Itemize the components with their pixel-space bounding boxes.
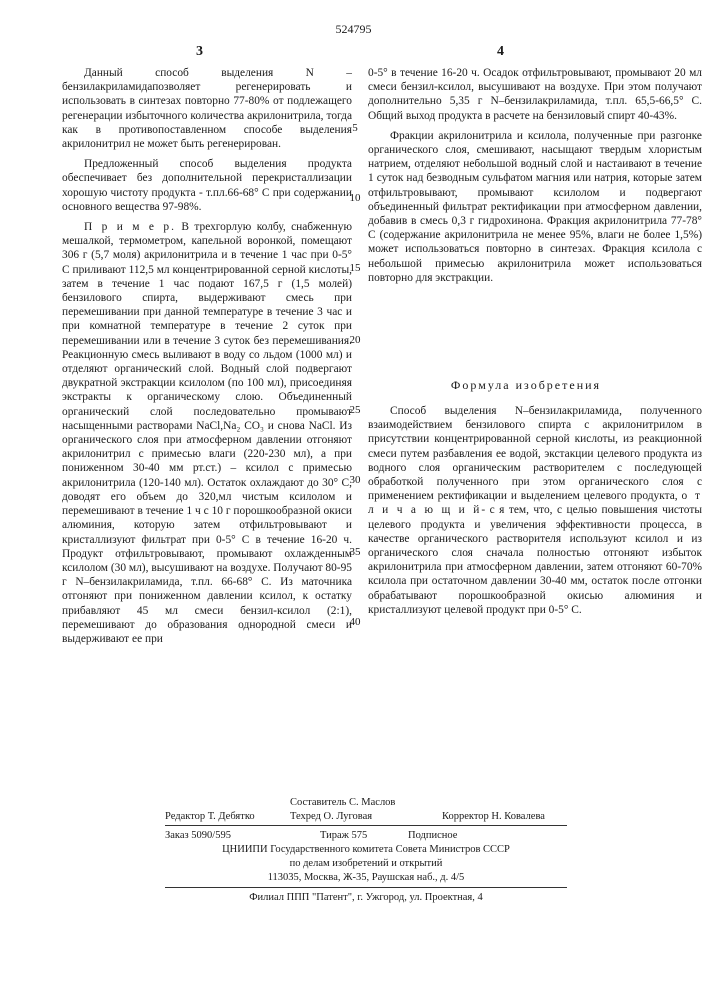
example-paragraph — [62, 220, 352, 646]
address: 113035, Москва, Ж-35, Раушская наб., д. 4/5 — [165, 871, 567, 884]
line-number: 25 — [340, 404, 370, 416]
corrector: Корректор Н. Ковалева — [442, 810, 545, 823]
paragraph: Фракции акрилонитрила и ксилола, полученные при разгонке органического слоя, смешивают, насыщают твердым хлористым натрием, отделяют небольшой водный слой и настаивают в течение 1 суток над безводным сульфатом магния или натрия, которые затем отфильтровывают, промывают ксилолом и подвергают объединенный фильтрат ректификации при атмосферном давлении, добавив в смесь 0,3 г гидрохинона. Фракция акрилонитрила 77-78° С (содержание акрилонитрила не менее 95%, влаги не более 1,5%) может использоваться повторно в синтезах. Фракция ксилола с небольшой примесью акрилонитрила может использоваться повторно для экстракции. — [368, 129, 702, 285]
editor: Редактор Т. Дебятко — [165, 810, 255, 823]
org-line-2: по делам изобретений и открытий — [165, 857, 567, 870]
compiler: Составитель С. Маслов — [290, 796, 395, 809]
paragraph: Данный способ выделения N – бензилакриламидапозволяет регенерировать и использовать в синтезах повторно 77-80% от подлежащего регенерации избыточного количества акрилонитрила, тогда как в противопоставленном способе выделения акрилонитрил не может быть регенерирован. — [62, 66, 352, 151]
line-number: 5 — [340, 122, 370, 134]
example-text: В трехгорлую колбу, снабженную мешалкой, термометром, капельной воронкой, помещают 306 г (5,7 моля) акрилонитрила и в течение 1 час при 0-5° С приливают 112,5 мл концентрированной серной кислоты, затем в течение 1 час подают 167,5 г (1,5 молей) бензилового спирта, выдерживают смесь при перемешивании при данной температуре в течение 3 час и при комнатной температуре в течение 2 суток при перемешивании или в течение 3 суток без перемешивания. Реакционную смесь выливают в воду со льдом (1000 мл) и отделяют органический слой. Водный слой подвергают двукратной экстракции ксилолом (по 100 мл), присоединяя экстракты к органическому слою. Объединенный органический слой последовательно промывают насыщенными растворами NaCl,Na₂ CO₃ и снова NaCl. Из органического слоя при атмосферном давлении отгоняют акрилонитрил с примесью влаги (220-230 мл), а при пониженном 30-40 мм рт.ст.) – ксилол с примесью акрилонитрила (120-140 мл). Остаток охлаждают до 30° С, доводят его объем до 320,мл чистым ксилолом и перемешивают в течение 1 ч с 10 г порошкообразной окиси алюминия, которую затем отфильтровывают и кристаллизуют фильтрат при 0-5° С в течение 16-20 ч. Продукт отфильтровывают, промывают охлажденным ксилолом (30 мл), высушивают на воздухе. Получают 80-95 г N–бензилакриламида, т.пл. 66-68° С. Из маточника отгоняют при пониженном давлении ксилол, к остатку прибавляют 45 мл смеси бензил-ксилол (2:1), перемешивают до образования однородной смеси и выдерживают ее при — [62, 221, 352, 645]
page-number-right: 4 — [497, 44, 504, 60]
org-line-1: ЦНИИПИ Государственного комитета Совета Министров СССР — [165, 843, 567, 856]
branch: Филиал ППП "Патент", г. Ужгород, ул. Проектная, 4 — [165, 891, 567, 904]
line-number: 10 — [340, 192, 370, 204]
paragraph: 0-5° в течение 16-20 ч. Осадок отфильтровывают, промывают 20 мл смеси бензил-ксилол, высушивают на воздухе. При этом получают дополнительно 5,35 г N–бензилакриламида, т.пл. 65,5-66,5° С. Общий выход продукта в расчете на бензиловый спирт 40-43%. — [368, 66, 702, 123]
formula-heading: Формула изобретения — [350, 378, 702, 393]
claim-start: Способ выделения N–бензилакриламида, полученного взаимодействием бензилового спирта с акрилонитрилом в присутствии концентрированной серной кислоты, из реакционной смеси путем разбавления ее водой, экстакции целевого продукта из водного слоя органическим растворителем с последующей обработкой полученного при этом органического слоя с применением ректификации и выделением целевого продукта, — [368, 405, 702, 502]
line-number: 40 — [340, 616, 370, 628]
claim-paragraph — [368, 404, 702, 617]
subscription: Подписное — [408, 829, 457, 842]
techred: Техред О. Луговая — [290, 810, 372, 823]
example-label: П р и м е р. — [84, 221, 176, 233]
claim — [368, 404, 702, 617]
claim-spaced: о т л и ч а ю щ и й — [368, 490, 702, 516]
page-number-left: 3 — [196, 44, 203, 60]
divider — [165, 887, 567, 888]
paragraph: Предложенный способ выделения продукта обеспечивает без дополнительной перекристаллизации хорошую чистоту продукта - т.пл.66-68° С при содержании основного вещества 97-98%. — [62, 157, 352, 214]
divider — [165, 825, 567, 826]
patent-number: 524795 — [0, 22, 707, 37]
claim-end: - с я тем, что, с целью повышения чистоты целевого продукта и увеличения эффективности процесса, в качестве органического растворителя используют ксилол и из органического слоя сначала полностью отгоняют избыток акрилонитрила при атмосферном давлении, затем отгоняют 60-70% ксилола при остаточном давлении 30-40 мм, остаток после отгонки обрабатывают порошкообразной окисью алюминия и кристаллизуют целевой продукт при 0-5° С. — [368, 504, 702, 615]
circulation: Тираж 575 — [320, 829, 367, 842]
line-number: 30 — [340, 474, 370, 486]
line-number: 35 — [340, 546, 370, 558]
right-column-top — [368, 66, 702, 285]
line-number: 20 — [340, 334, 370, 346]
order: Заказ 5090/595 — [165, 829, 231, 842]
left-column — [62, 66, 352, 646]
line-number: 15 — [340, 262, 370, 274]
